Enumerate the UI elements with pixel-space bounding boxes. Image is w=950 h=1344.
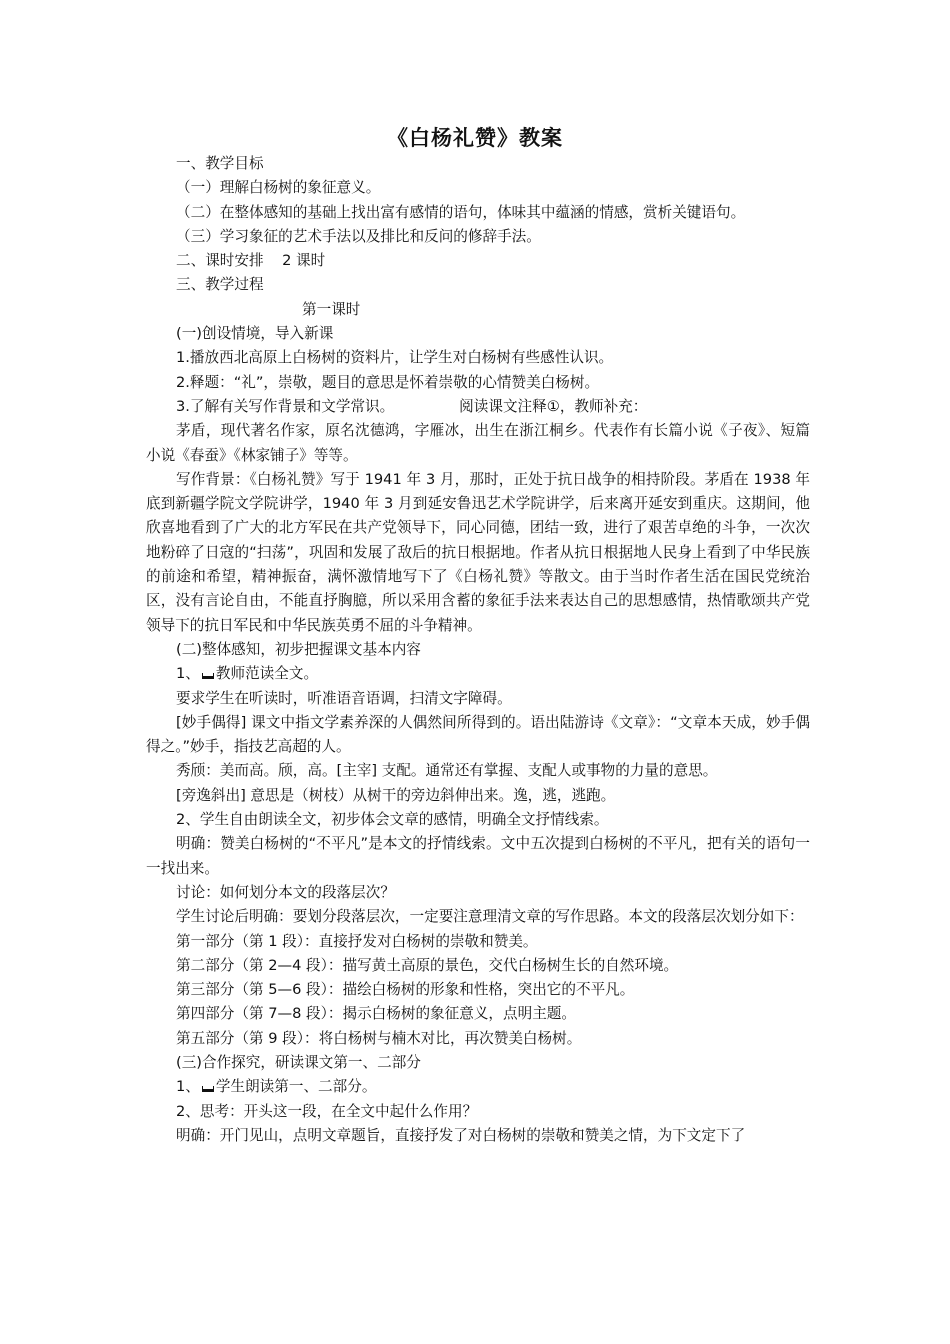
- paragraph: 学生讨论后明确：要划分段落层次，一定要注意理清文章的写作思路。本文的段落层次划分如下：: [176, 908, 804, 926]
- lesson-heading: 第一课时: [302, 300, 361, 318]
- paragraph: 要求学生在听读时，听准语音语调，扫清文字障碍。: [176, 689, 512, 707]
- placeholder-mark-icon: [202, 673, 214, 679]
- item-number: 1、: [176, 665, 200, 683]
- step-heading: (三)合作探究，研读课文第一、二部分: [176, 1053, 421, 1071]
- paragraph: 2.释题：“礼”，崇敬，题目的意思是怀着崇敬的心情赞美白杨树。: [176, 373, 600, 391]
- objective-item: （一）理解白杨树的象征意义。: [176, 179, 381, 197]
- section-heading: 一、教学目标: [176, 155, 264, 172]
- paragraph: [妙手偶得] 课文中指文学素养深的人偶然间所得到的。语出陆游诗《文章》：“文章本天成，妙手偶得之。”妙手，指技艺高超的人。: [146, 713, 810, 756]
- inline-text: 学生朗读第一、二部分。: [215, 1078, 377, 1096]
- step-heading: (一)创设情境，导入新课: [176, 325, 334, 343]
- paragraph: 秀颀：美而高。颀，高。[主宰] 支配。通常还有掌握、支配人或事物的力量的意思。: [176, 762, 718, 780]
- paragraph: 第四部分（第 7—8 段）：揭示白杨树的象征意义，点明主题。: [176, 1005, 576, 1023]
- paragraph: 明确：赞美白杨树的“不平凡”是本文的抒情线索。文中五次提到白杨树的不平凡，把有关的语句一一找出来。: [146, 835, 810, 877]
- paragraph: 讨论：如何划分本文的段落层次？: [176, 883, 395, 901]
- paragraph: [146, 1075, 810, 1099]
- section-heading: 三、教学过程: [176, 276, 264, 294]
- paragraph: 2、思考：开头这一段，在全文中起什么作用？: [176, 1102, 478, 1120]
- inline-text: 教师范读全文。: [215, 665, 319, 683]
- paragraph: [146, 662, 810, 686]
- paragraph: 茅盾，现代著名作家，原名沈德鸿，字雁冰，出生在浙江桐乡。代表作有长篇小说《子夜》、短篇小说《春蚕》《林家铺子》等等。: [146, 422, 810, 464]
- step-heading: (二)整体感知，初步把握课文基本内容: [176, 640, 421, 658]
- paragraph: 写作背景：《白杨礼赞》写于 1941 年 3 月，那时，正处于抗日战争的相持阶段。茅盾在 1938 年底到新疆学院文学院讲学，1940 年 3 月到延安鲁迅艺术学院讲学，后来离开延安到重庆。这期间，他欣喜地看到了广大的北方军民在共产党领导下，同心同德，团结一致，进行了艰苦卓绝的斗争，一次次地粉碎了日寇的“扫荡”，巩固和发展了敌后的抗日根据地。作者从抗日根据地人民身上看到了中华民族的前途和希望，精神振奋，满怀激情地写下了《白杨礼赞》等散文。由于当时作者生活在国民党统治区，没有言论自由，不能直抒胸臆，所以采用含蓄的象征手法来表达自己的思想感情，热情歌颂共产党领导下的抗日军民和中华民族英勇不屈的斗争精神。: [146, 470, 810, 634]
- page-title: 《白杨礼赞》教案: [387, 126, 563, 150]
- item-number: 1、: [176, 1078, 200, 1096]
- section-heading: 二、课时安排 2 课时: [176, 252, 326, 270]
- paragraph: 第三部分（第 5—6 段）：描绘白杨树的形象和性格，突出它的不平凡。: [176, 981, 635, 999]
- paragraph: [旁逸斜出] 意思是（树枝）从树干的旁边斜伸出来。逸，逃，逃跑。: [176, 786, 616, 804]
- paragraph: 第五部分（第 9 段）：将白杨树与楠木对比，再次赞美白杨树。: [176, 1029, 582, 1047]
- objective-item: （二）在整体感知的基础上找出富有感情的语句，体味其中蕴涵的情感，赏析关键语句。: [176, 203, 746, 221]
- paragraph: 明确：开门见山，点明文章题旨，直接抒发了对白杨树的崇敬和赞美之情，为下文定下了: [176, 1126, 746, 1144]
- placeholder-mark-icon: [202, 1086, 214, 1092]
- objective-item: （三）学习象征的艺术手法以及排比和反问的修辞手法。: [176, 227, 541, 245]
- paragraph: 第一部分（第 1 段）：直接抒发对白杨树的崇敬和赞美。: [176, 932, 538, 950]
- paragraph: 1.播放西北高原上白杨树的资料片，让学生对白杨树有些感性认识。: [176, 349, 614, 367]
- paragraph: 2、学生自由朗读全文，初步体会文章的感情，明确全文抒情线索。: [176, 811, 609, 829]
- document-body: [146, 152, 810, 1148]
- paragraph: 第二部分（第 2—4 段）：描写黄土高原的景色，交代白杨树生长的自然环境。: [176, 956, 679, 974]
- paragraph: 3.了解有关写作背景和文学常识。 阅读课文注释①，教师补充：: [176, 397, 648, 415]
